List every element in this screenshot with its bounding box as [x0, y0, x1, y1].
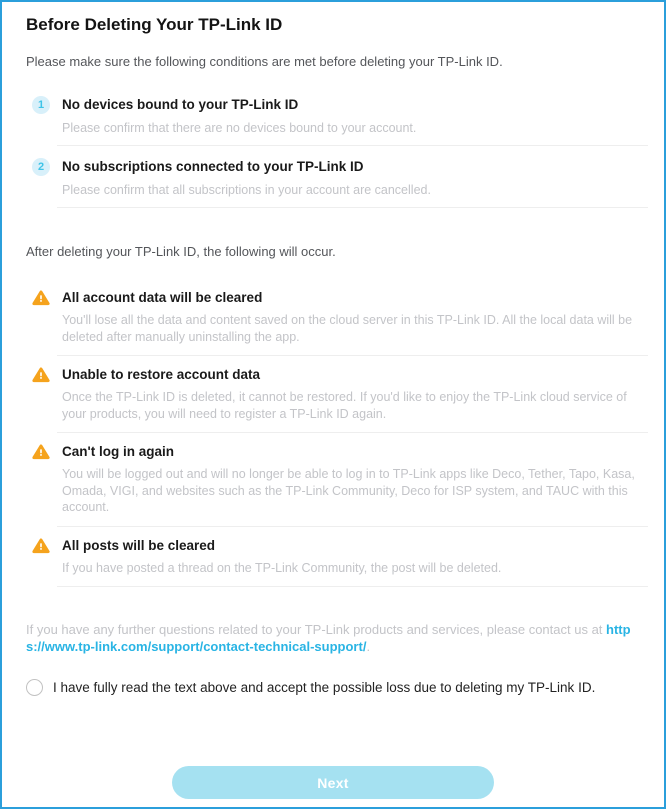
condition-title: No devices bound to your TP-Link ID: [62, 97, 299, 112]
divider: [57, 586, 648, 587]
warning-icon: [32, 366, 50, 384]
warning-icon: [32, 443, 50, 461]
contact-text: If you have any further questions related to your TP-Link products and services, please contact us at: [26, 622, 607, 637]
divider: [57, 207, 648, 208]
consequences-list: [26, 289, 648, 587]
next-button[interactable]: Next: [172, 766, 494, 799]
condition-description: Please confirm that all subscriptions in your account are cancelled.: [62, 183, 431, 197]
condition-description: Please confirm that there are no devices bound to your account.: [62, 121, 417, 135]
conditions-list: [26, 96, 648, 208]
consent-row[interactable]: [26, 679, 648, 696]
consent-radio[interactable]: [26, 679, 43, 696]
consent-label: I have fully read the text above and accept the possible loss due to deleting my TP-Link ID.: [53, 680, 596, 695]
list-item: [32, 443, 648, 516]
list-item: [32, 158, 648, 198]
list-item: [32, 289, 648, 345]
divider: [57, 145, 648, 146]
support-link[interactable]: https://www.tp-link.com/support/contact-technical-support/: [26, 622, 631, 654]
warning-icon: [32, 537, 50, 555]
condition-title: No subscriptions connected to your TP-Link ID: [62, 159, 364, 174]
page-title: Before Deleting Your TP-Link ID: [26, 15, 283, 34]
divider: [57, 526, 648, 527]
list-item: [32, 537, 648, 577]
contact-text-period: .: [366, 639, 371, 654]
consequence-description: Once the TP-Link ID is deleted, it cannot be restored. If you'd like to enjoy the TP-Link cloud service of your products, you will need to register a TP-Link ID again.: [62, 390, 627, 421]
contact-paragraph: [26, 621, 646, 655]
consequence-description: You'll lose all the data and content saved on the cloud server in this TP-Link ID. All the local data will be deleted after manually uninstalling the app.: [62, 313, 633, 344]
step-number-badge: 2: [32, 158, 50, 176]
step-number-badge: 1: [32, 96, 50, 114]
list-item: [32, 96, 648, 136]
consequence-title: Can't log in again: [62, 444, 174, 459]
intro-text: Please make sure the following conditions are met before deleting your TP-Link ID.: [26, 54, 503, 69]
divider: [57, 432, 648, 433]
consequence-description: You will be logged out and will no longer be able to log in to TP-Link apps like Deco, Tether, Tapo, Kasa, Omada, VIGI, and websites such as the TP-Link Community, Deco for ISP system, and TAUC with this account.: [62, 467, 635, 514]
after-deleting-heading: After deleting your TP-Link ID, the following will occur.: [26, 244, 336, 259]
list-item: [32, 366, 648, 422]
consequence-title: All account data will be cleared: [62, 290, 263, 305]
divider: [57, 355, 648, 356]
consequence-description: If you have posted a thread on the TP-Link Community, the post will be deleted.: [62, 560, 502, 575]
consequence-title: Unable to restore account data: [62, 367, 261, 382]
consequence-title: All posts will be cleared: [62, 537, 216, 553]
warning-icon: [32, 289, 50, 307]
